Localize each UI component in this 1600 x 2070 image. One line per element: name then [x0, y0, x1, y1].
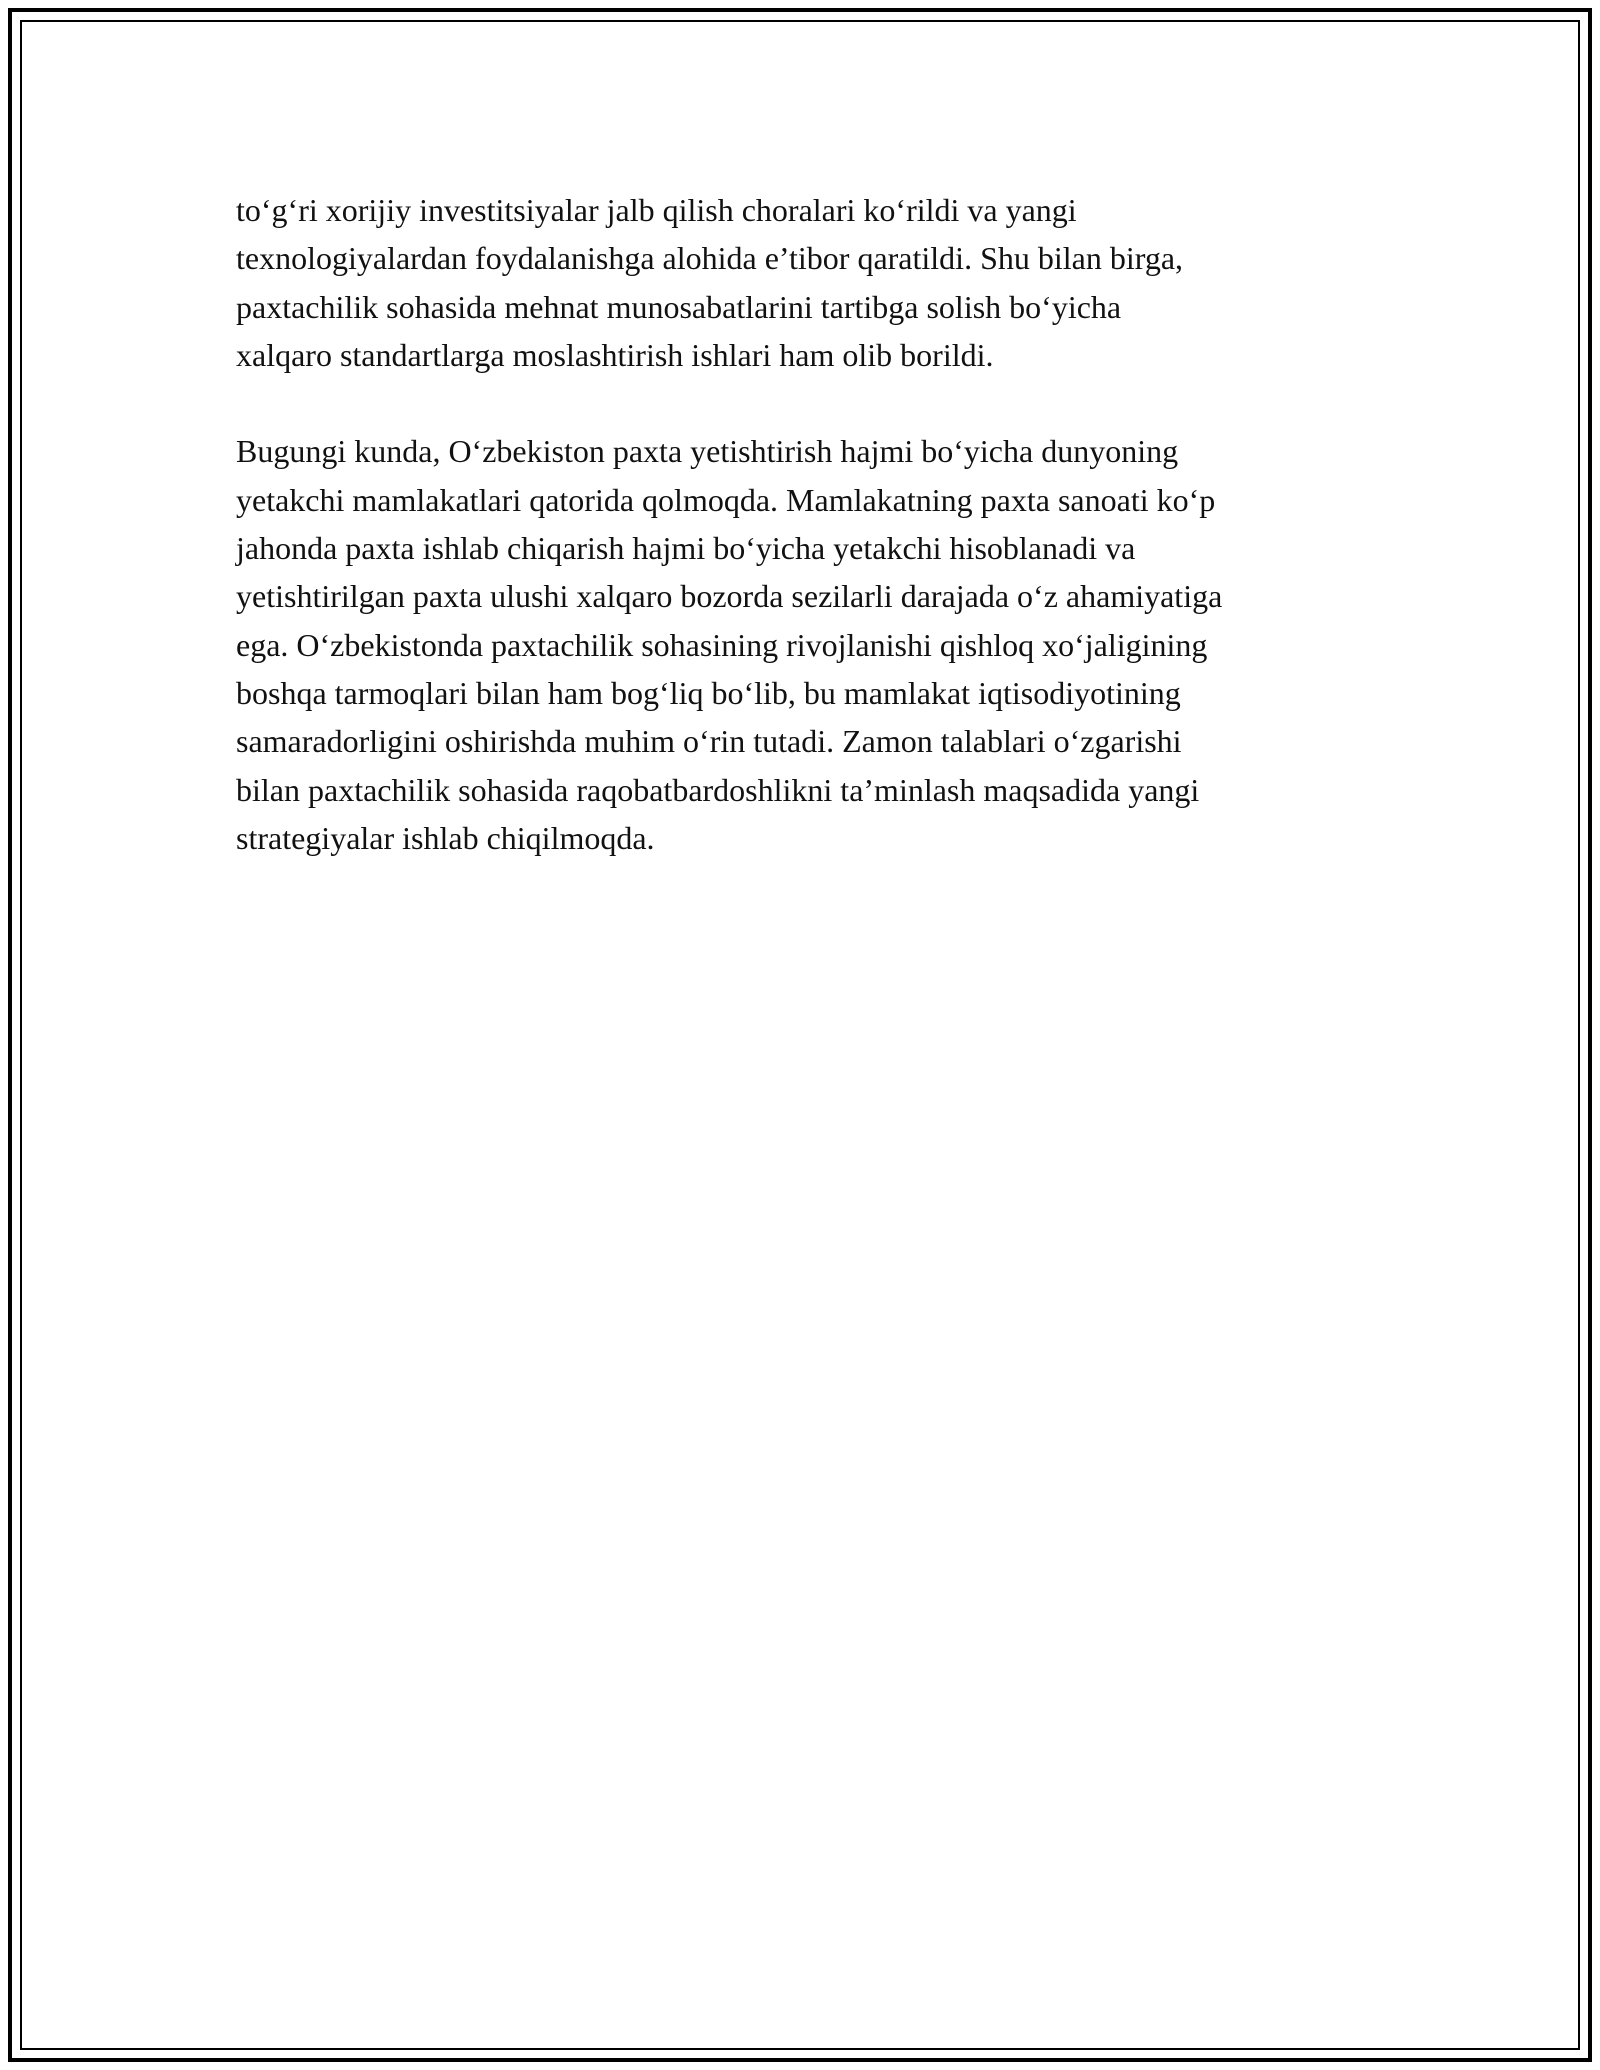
paragraph-1 — [236, 186, 1376, 379]
paragraph-line: paxtachilik sohasida mehnat munosabatlarini tartibga solish bo‘yicha — [236, 288, 1122, 325]
paragraph-line: bilan paxtachilik sohasida raqobatbardoshlikni ta’minlash maqsadida yangi — [236, 771, 1200, 808]
document-body — [236, 186, 1376, 862]
paragraph-line: ega. O‘zbekistonda paxtachilik sohasining rivojlanishi qishloq xo‘jaligining — [236, 626, 1208, 663]
paragraph-line: to‘g‘ri xorijiy investitsiyalar jalb qilish choralari ko‘rildi va yangi — [236, 192, 1077, 228]
paragraph-line: yetishtirilgan paxta ulushi xalqaro bozorda sezilarli darajada o‘z ahamiyatiga — [236, 578, 1223, 615]
paragraph-line: yetakchi mamlakatlari qatorida qolmoqda. Mamlakatning paxta sanoati ko‘p — [236, 481, 1216, 518]
paragraph-line: xalqaro standartlarga moslashtirish ishlari ham olib borildi. — [236, 336, 994, 373]
paragraph-line: Bugungi kunda, O‘zbekiston paxta yetishtirish hajmi bo‘yicha dunyoning — [236, 433, 1179, 470]
paragraph-2 — [236, 427, 1376, 862]
paragraph-line: texnologiyalardan foydalanishga alohida e’tibor qaratildi. Shu bilan birga, — [236, 240, 1184, 277]
paragraph-line: jahonda paxta ishlab chiqarish hajmi bo‘yicha yetakchi hisoblanadi va — [236, 530, 1136, 567]
paragraph-spacing — [236, 379, 1376, 427]
paragraph-line: samaradorligini oshirishda muhim o‘rin tutadi. Zamon talablari o‘zgarishi — [236, 723, 1182, 760]
paragraph-line: boshqa tarmoqlari bilan ham bog‘liq bo‘lib, bu mamlakat iqtisodiyotining — [236, 674, 1181, 711]
paragraph-line: strategiyalar ishlab chiqilmoqda. — [236, 819, 655, 856]
